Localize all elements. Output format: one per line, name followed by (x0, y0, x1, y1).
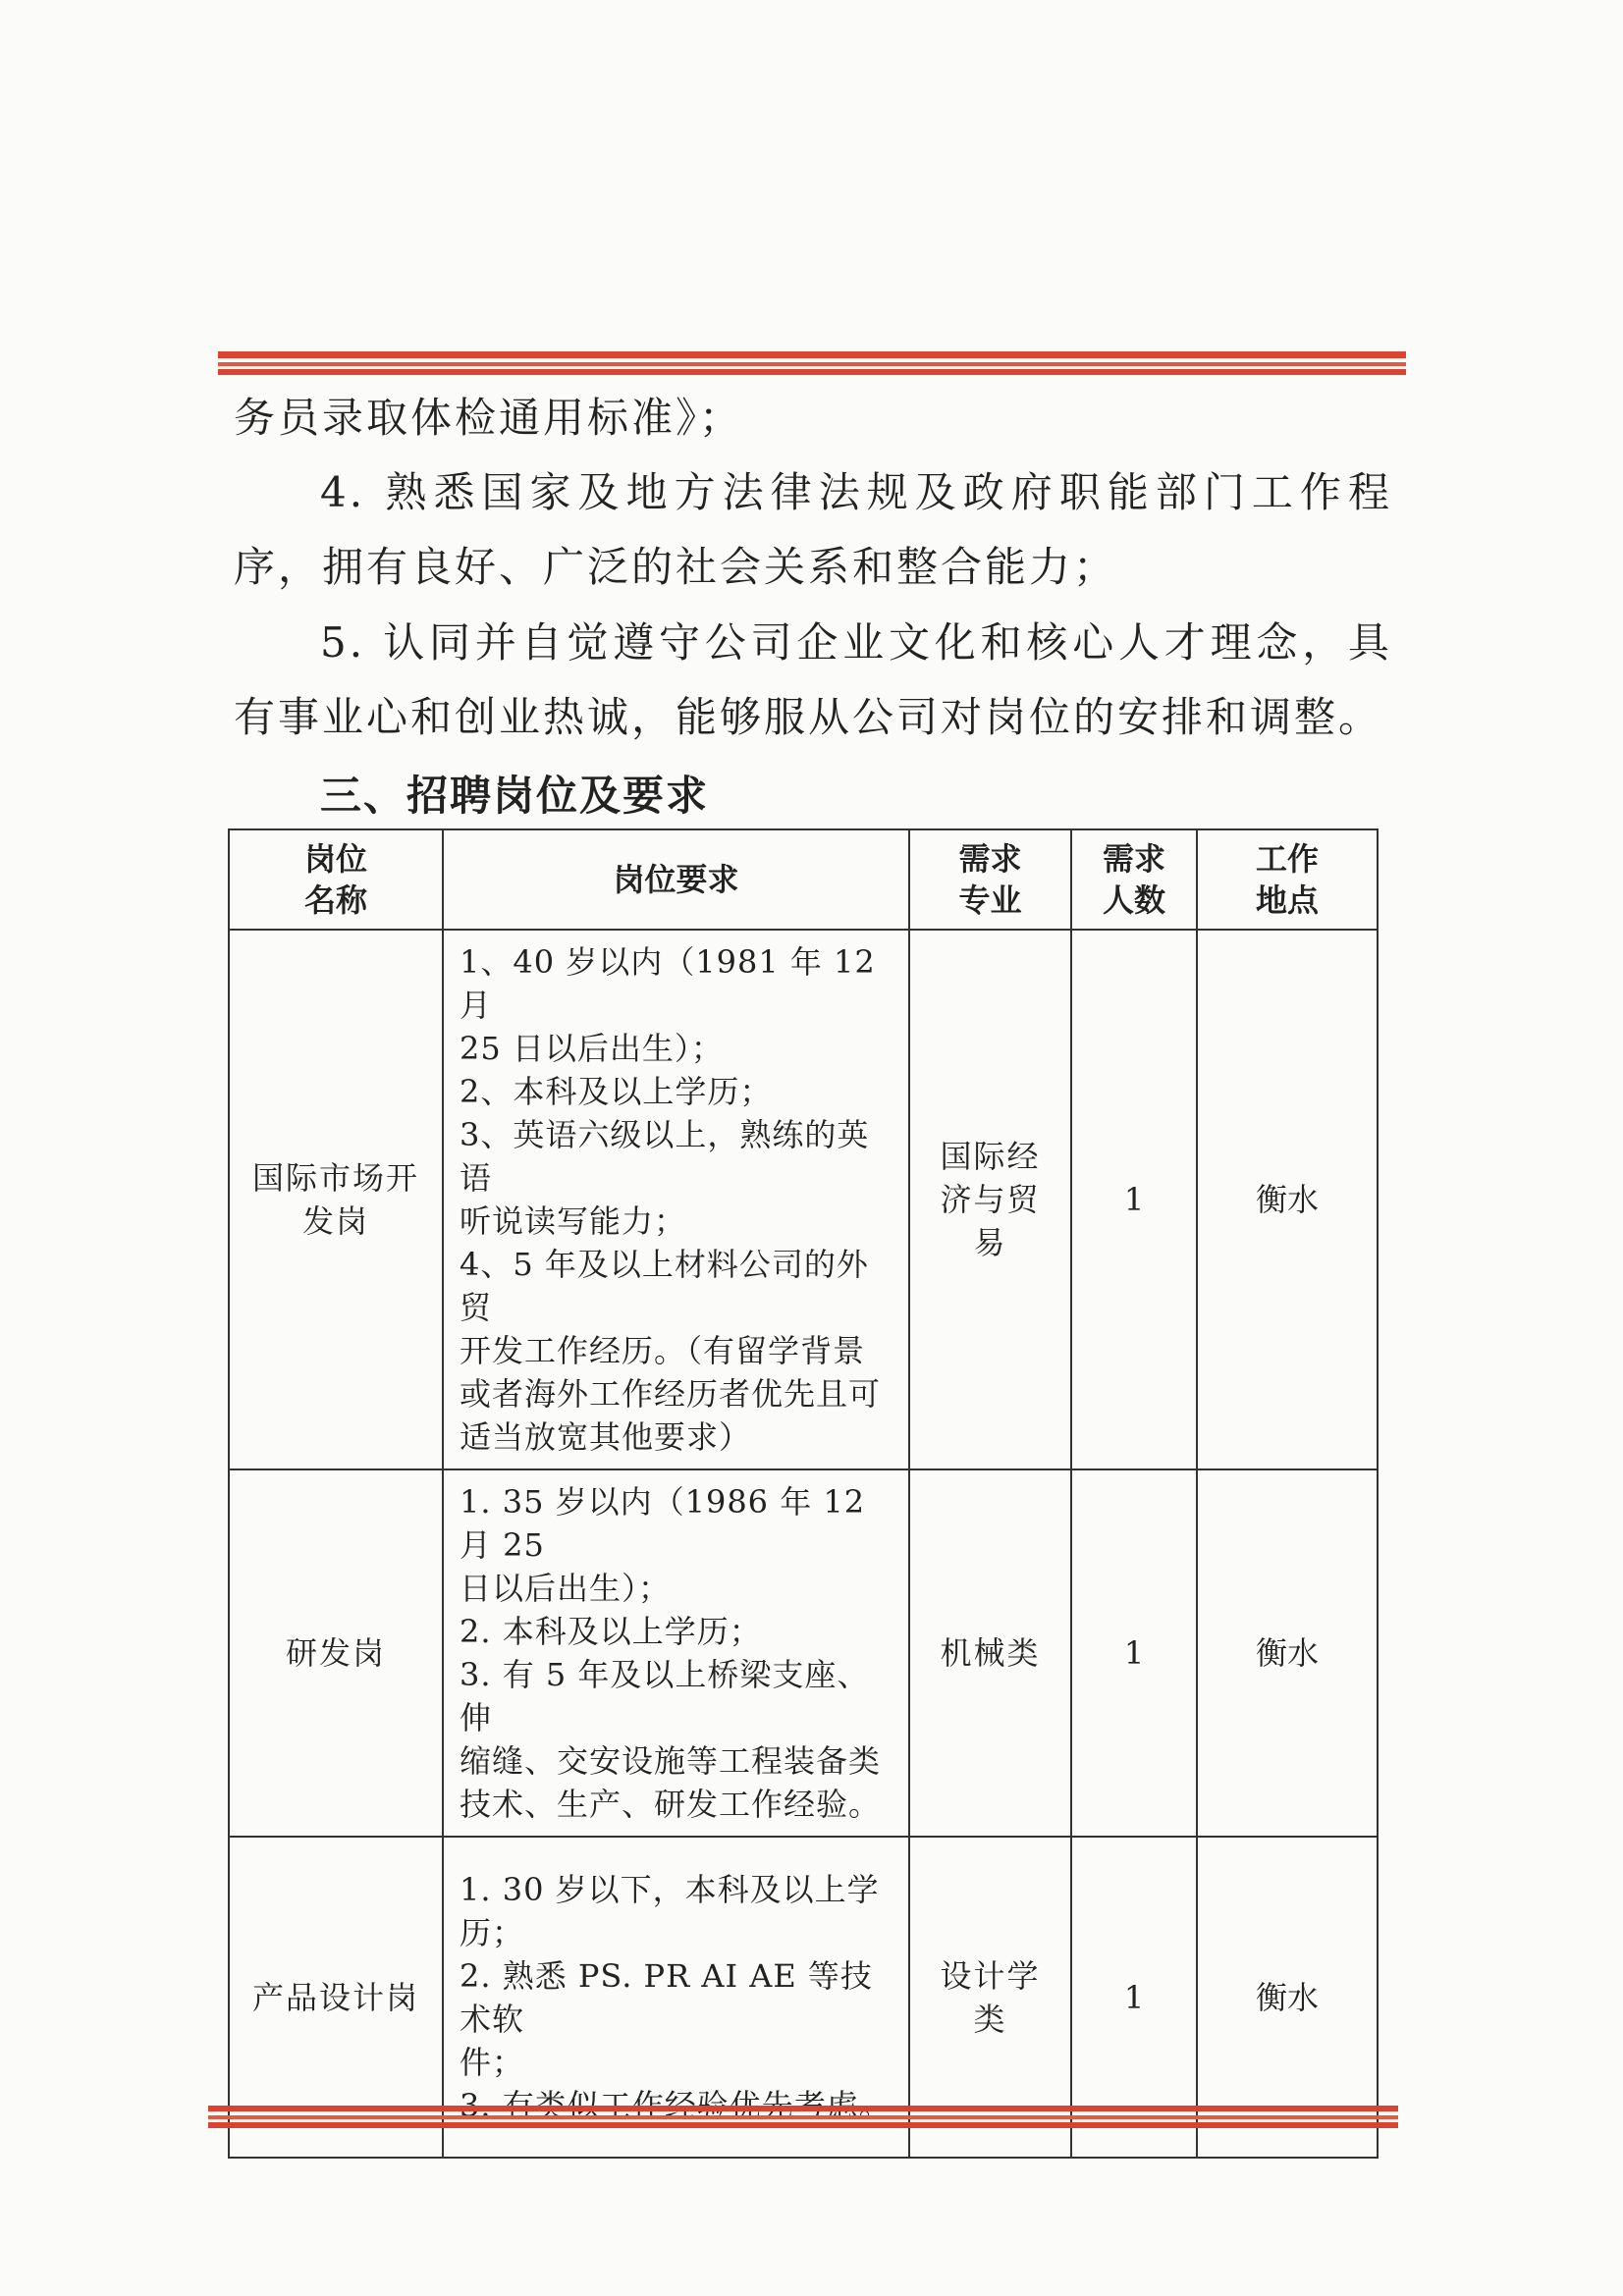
paragraph-item-5: 5. 认同并自觉遵守公司企业文化和核心人才理念，具有事业心和创业热诚，能够服从公司对岗位的安排和调整。 (234, 618, 1392, 741)
header-location: 工作 地点 (1197, 829, 1378, 930)
position-major: 国际经济与贸易 (909, 930, 1071, 1469)
position-location: 衡水 (1197, 1469, 1378, 1837)
table-row (229, 1469, 1378, 1837)
position-requirements: 1. 30 岁以下，本科及以上学历； 2. 熟悉 PS. PR AI AE 等技术软 件； (443, 1837, 909, 2158)
recruitment-table (228, 828, 1379, 2159)
position-location: 衡水 (1197, 930, 1378, 1469)
header-major: 需求 专业 (909, 829, 1071, 930)
position-name: 研发岗 (229, 1469, 443, 1837)
bottom-red-rule (208, 2106, 1398, 2129)
position-name: 国际市场开发岗 (229, 930, 443, 1469)
position-count: 1 (1071, 930, 1197, 1469)
section-heading: 三、招聘岗位及要求 (320, 772, 710, 820)
header-count: 需求 人数 (1071, 829, 1197, 930)
position-count: 1 (1071, 1837, 1197, 2158)
position-major: 设计学类 (909, 1837, 1071, 2158)
position-count: 1 (1071, 1469, 1197, 1837)
paragraph-continuation: 务员录取体检通用标准》； (234, 394, 744, 442)
position-name: 产品设计岗 (229, 1837, 443, 2158)
top-red-rule (218, 351, 1406, 377)
paragraph-item-4: 4. 熟悉国家及地方法律法规及政府职能部门工作程序，拥有良好、广泛的社会关系和整合能力； (234, 468, 1392, 591)
position-location: 衡水 (1197, 1837, 1378, 2158)
table-row (229, 930, 1378, 1469)
position-requirements: 1. 35 岁以内（1986 年 12 月 25 日以后出生）； 2. 本科及以上学历； 3. 有 5 年及以上桥梁支座、伸 缩缝、交安设施等工程装备类 技术、生产、研发工作经验。 (443, 1469, 909, 1837)
position-requirements: 1、40 岁以内（1981 年 12 月 25 日以后出生）； 2、本科及以上学历； 3、英语六级以上，熟练的英语 听说读写能力； 4、5 年及以上材料公司的外贸 开发工作经历。（有留学背景 或者海外工作经历者优先且可 适当放宽其他要求） (443, 930, 909, 1469)
header-requirements: 岗位要求 (443, 829, 909, 930)
header-position-name: 岗位 名称 (229, 829, 443, 930)
table-header-row (229, 829, 1378, 930)
position-major: 机械类 (909, 1469, 1071, 1837)
